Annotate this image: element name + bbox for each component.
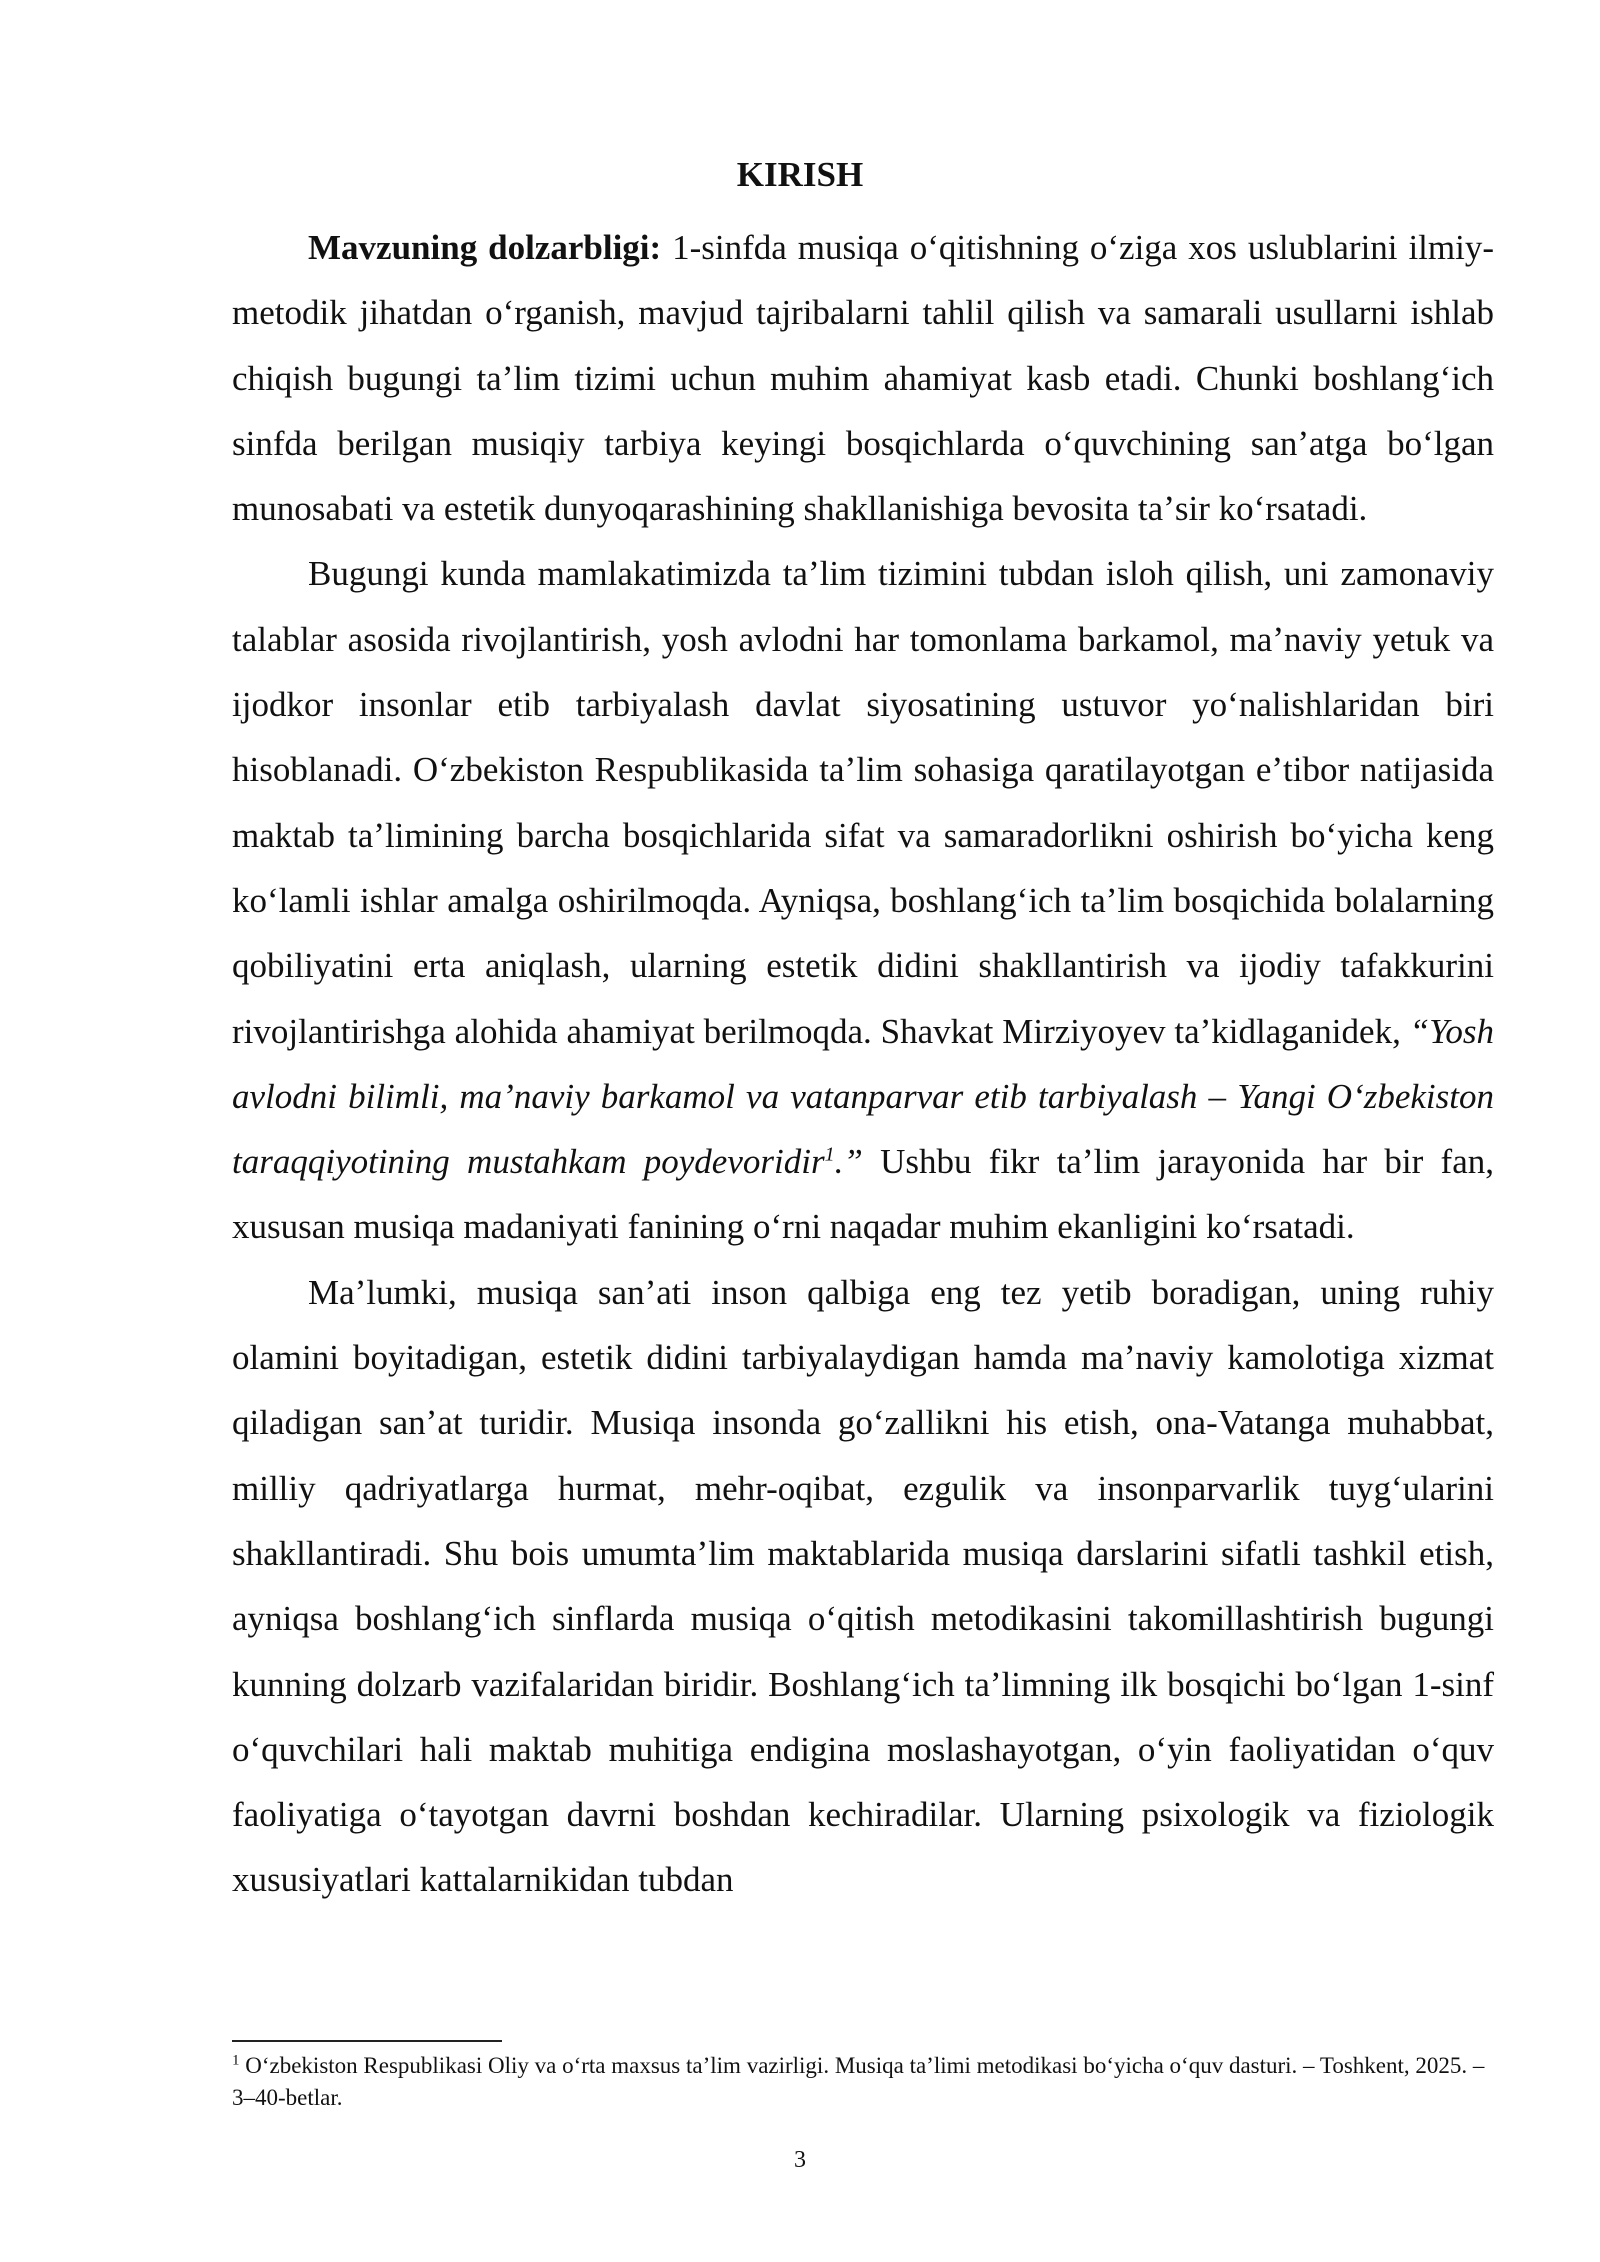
page-number: 3 [794, 2147, 806, 2173]
footnote-text: Oʻzbekiston Respublikasi Oliy va oʻrta maxsus taʼlim vazirligi. Musiqa taʼlimi metodikasi boʻyicha oʻquv dasturi. – Toshkent, 2025. – 3–40-betlar. [232, 2053, 1485, 2110]
paragraph-text: 1-sinfda musiqa oʻqitishning oʻziga xos uslublarini ilmiy-metodik jihatdan oʻrganish, mavjud tajribalarni tahlil qilish va samarali usullarni ishlab chiqish bugungi taʼlim tizimi uchun muhim ahamiyat kasb etadi. Chunki boshlangʻich sinfda berilgan musiqiy tarbiya keyingi bosqichlarda oʻquvchining sanʼatga boʻlgan munosabati va estetik dunyoqarashining shakllanishiga bevosita taʼsir koʻrsatadi. [232, 228, 1495, 529]
page-title: KIRISH [736, 155, 864, 194]
footnote-number: 1 [232, 2052, 240, 2069]
paragraph-reform [232, 541, 1494, 1259]
paragraph-relevance [232, 215, 1494, 541]
paragraph-lead: Mavzuning dolzarbligi: [308, 228, 662, 267]
footnote-separator [232, 2040, 502, 2042]
quotation-end: .” [834, 1142, 863, 1182]
footnote [232, 2050, 1494, 2114]
paragraph-text: Maʼlumki, musiqa sanʼati inson qalbiga eng tez yetib boradigan, uning ruhiy olamini boyitadigan, estetik didini tarbiyalaydigan hamda maʼnaviy kamolotiga xizmat qiladigan sanʼat turidir. Musiqa insonda goʻzallikni his etish, ona-Vatanga muhabbat, milliy qadriyatlarga hurmat, mehr-oqibat, ezgulik va insonparvarlik tuygʻularini shakllantiradi. Shu bois umumtaʼlim maktablarida musiqa darslarini sifatli tashkil etish, ayniqsa boshlangʻich sinflarda musiqa oʻqitish metodikasini takomillashtirish bugungi kunning dolzarb vazifalaridan biridir. Boshlangʻich taʼlimning ilk bosqichi boʻlgan 1-sinf oʻquvchilari hali maktab muhitiga endigina moslashayotgan, oʻyin faoliyatidan oʻquv faoliyatiga oʻtayotgan davrni boshdan kechiradilar. Ularning psixologik va fiziologik xususiyatlari kattalarnikidan tubdan [232, 1272, 1494, 1900]
paragraph-text: Bugungi kunda mamlakatimizda taʼlim tizimini tubdan isloh qilish, uni zamonaviy talablar asosida rivojlantirish, yosh avlodni har tomonlama barkamol, maʼnaviy yetuk va ijodkor insonlar etib tarbiyalash davlat siyosatining ustuvor yoʻnalishlaridan biri hisoblanadi. Oʻzbekiston Respublikasida taʼlim sohasiga qaratilayotgan eʼtibor natijasida maktab taʼlimining barcha bosqichlarida sifat va samaradorlikni oshirish boʻyicha keng koʻlamli ishlar amalga oshirilmoqda. Ayniqsa, boshlangʻich taʼlim bosqichida bolalarning qobiliyatini erta aniqlash, ularning estetik didini shakllantirish va ijodiy tafakkurini rivojlantirishga alohida ahamiyat berilmoqda. Shavkat Mirziyoyev taʼkidlaganidek, [232, 554, 1494, 1051]
paragraph-text: Ushbu fikr taʼlim jarayonida har bir fan, xususan musiqa madaniyati fanining oʻrni naqadar muhim ekanligini koʻrsatadi. [232, 1142, 1494, 1247]
quotation-text: “Yosh avlodni bilimli, maʼnaviy barkamol va vatanparvar etib tarbiyalash – Yangi Oʻzbekiston taraqqiyotining mustahkam poydevoridir [232, 1011, 1494, 1182]
paragraph-music-art [232, 1260, 1494, 1913]
body-text [232, 215, 1494, 1913]
footnote-reference[interactable]: 1 [824, 1143, 835, 1166]
